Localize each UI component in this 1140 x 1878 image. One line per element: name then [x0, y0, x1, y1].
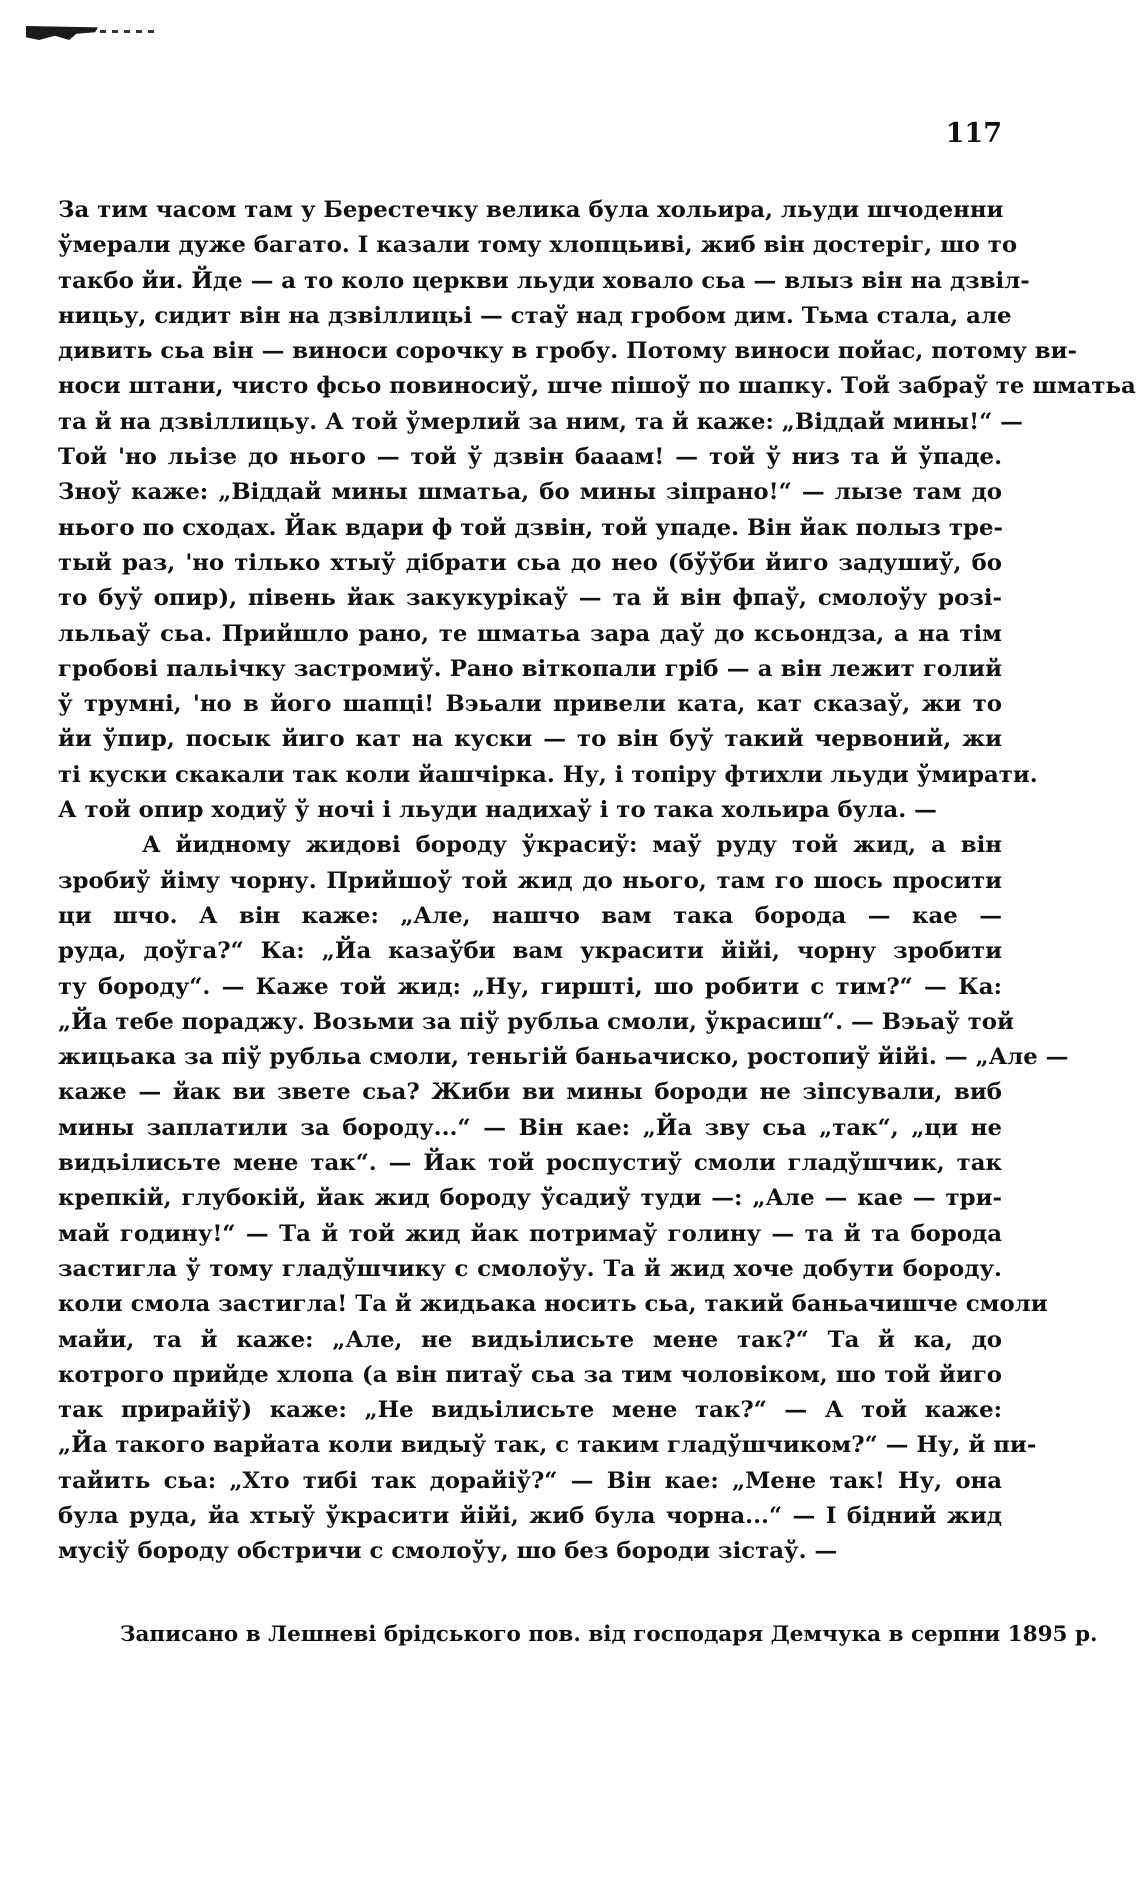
text-line: ци шчо. А він каже: „Але, нашчо вам така борода — кае —: [58, 902, 1002, 929]
text-line: ницьу, сидит він на дзвіллицьі — стаў над гробом дим. Тьма стала, але: [58, 302, 1012, 329]
text-line: котрого прийде хлопа (а він питаў сьа за тим чоловіком, шо той йиго: [58, 1361, 1002, 1388]
text-line: мины заплатили за бороду...“ — Він кае: „Йа зву сьа „так“, „ци не: [58, 1114, 1002, 1141]
text-line: та й на дзвіллицьу. А той ўмерлий за ним, та й каже: „Віддай мины!“ —: [58, 408, 1023, 435]
text-line: Той 'но льізе до нього — той ў дзвін бааам! — той ў низ та й ўпаде.: [58, 444, 1002, 471]
text-line: тый раз, 'но тілько хтыў дібрати сьа до нео (бўўби йиго задушиў, бо: [58, 549, 1002, 576]
text-line: А той опир ходиў ў ночі і льуди надихаў і то така хольира була. —: [58, 797, 937, 824]
text-line: ў трумні, 'но в його шапці! Вэьали привели ката, кат сказаў, жи то: [58, 691, 1002, 718]
text-line: то буў опир), півень йак закукурікаў — та й він фпаў, смолоўу розі-: [58, 585, 1002, 612]
text-line: жицьака за піў рубльа смоли, теньгій баньачиско, ростопиў йійі. — „Але —: [58, 1044, 1069, 1071]
text-line: застигла ў тому гладўшчику с смолоўу. Та й жид хоче добути бороду.: [58, 1255, 1002, 1282]
text-line: дивить сьа він — виноси сорочку в гробу. Потому виноси пойас, потому ви-: [58, 338, 1077, 365]
text-line: нього по сходах. Йак вдари ф той дзвін, той упаде. Він йак полыз тре-: [58, 514, 1003, 541]
paragraph-1: [58, 193, 1136, 828]
text-line: Зноў каже: „Віддай мины шматьа, бо мины зіпрано!“ — лызе там до: [58, 479, 1002, 506]
text-line: гробові пальічку застромиў. Рано віткопали гріб — а він лежит голий: [58, 655, 1002, 682]
text-line: йи ўпир, посык йиго кат на куски — то він буў такий червоний, жи: [58, 726, 1002, 753]
text-line: мусіў бороду обстричи с смолоўу, шо без бороди зістаў. —: [58, 1538, 838, 1565]
text-line: А йидному жидові бороду ўкрасиў: маў руду той жид, а він: [142, 832, 1002, 859]
scan-mark-tail: [100, 30, 160, 33]
text-line: видьілисьте мене так“. — Йак той роспустиў смоли гладўшчик, так: [58, 1150, 1002, 1177]
text-line: майи, та й каже: „Але, не видьілисьте мене так?“ Та й ка, до: [58, 1326, 1002, 1353]
text-line: крепкій, глубокій, йак жид бороду ўсадиў туди —: „Але — кае — три-: [58, 1185, 1002, 1212]
text-line: тайить сьа: „Хто тибі так дорайіў?“ — Він кае: „Мене так! Ну, она: [58, 1467, 1002, 1494]
text-line: „Йа такого варйата коли видыў так, с таким гладўшчиком?“ — Ну, й пи-: [58, 1432, 1037, 1459]
text-line: такбо йи. Йде — а то коло церкви льуди ховало сьа — влыз він на дзвіл-: [58, 267, 1030, 294]
text-line: коли смола застигла! Та й жидьака носить сьа, такий баньачишче смоли: [58, 1291, 1048, 1318]
text-line: ті куски скакали так коли йашчірка. Ну, і топіру фтихли льуди ўмирати.: [58, 761, 1038, 788]
body-text: [58, 193, 1136, 1570]
text-line: ту бороду“. — Каже той жид: „Ну, гиршті, шо робити с тим?“ — Ка:: [58, 973, 1002, 1000]
text-line: зробиў йіму чорну. Прийшоў той жид до нього, там го шось просити: [58, 867, 1002, 894]
page-number: 117: [945, 118, 1002, 149]
text-line: так прирайіў) каже: „Не видьілисьте мене так?“ — А той каже:: [58, 1397, 1002, 1424]
scan-mark: [26, 26, 98, 40]
text-line: льльаў сьа. Прийшло рано, те шматьа зара даў до ксьондза, а на тім: [58, 620, 1002, 647]
text-line: руда, доўга?“ Ка: „Йа казаўби вам украсити йійі, чорну зробити: [58, 938, 1002, 965]
text-line: носи штани, чисто фсьо повиносиў, шче пішоў по шапку. Той забраў те шматьа: [58, 373, 1136, 400]
text-line: „Йа тебе пораджу. Возьми за піў рубльа смоли, ўкрасиш“. — Вэьаў той: [58, 1008, 1014, 1035]
paragraph-2: [58, 828, 1069, 1569]
text-line: ўмерали дуже багато. І казали тому хлопцьиві, жиб він достеріг, шо то: [58, 232, 1018, 259]
text-line: За тим часом там у Берестечку велика була хольира, льуди шчоденни: [58, 197, 1004, 223]
text-line: каже — йак ви звете сьа? Жиби ви мины бороди не зіпсували, виб: [58, 1079, 1002, 1106]
recording-note: Записано в Лешневі брідського пов. від господаря Демчука в серпни 1895 р.: [120, 1622, 1098, 1647]
text-line: була руда, йа хтыў ўкрасити йійі, жиб була чорна...“ — І бідний жид: [58, 1502, 1002, 1529]
text-line: май годину!“ — Та й той жид йак потримаў голину — та й та борода: [58, 1220, 1002, 1247]
